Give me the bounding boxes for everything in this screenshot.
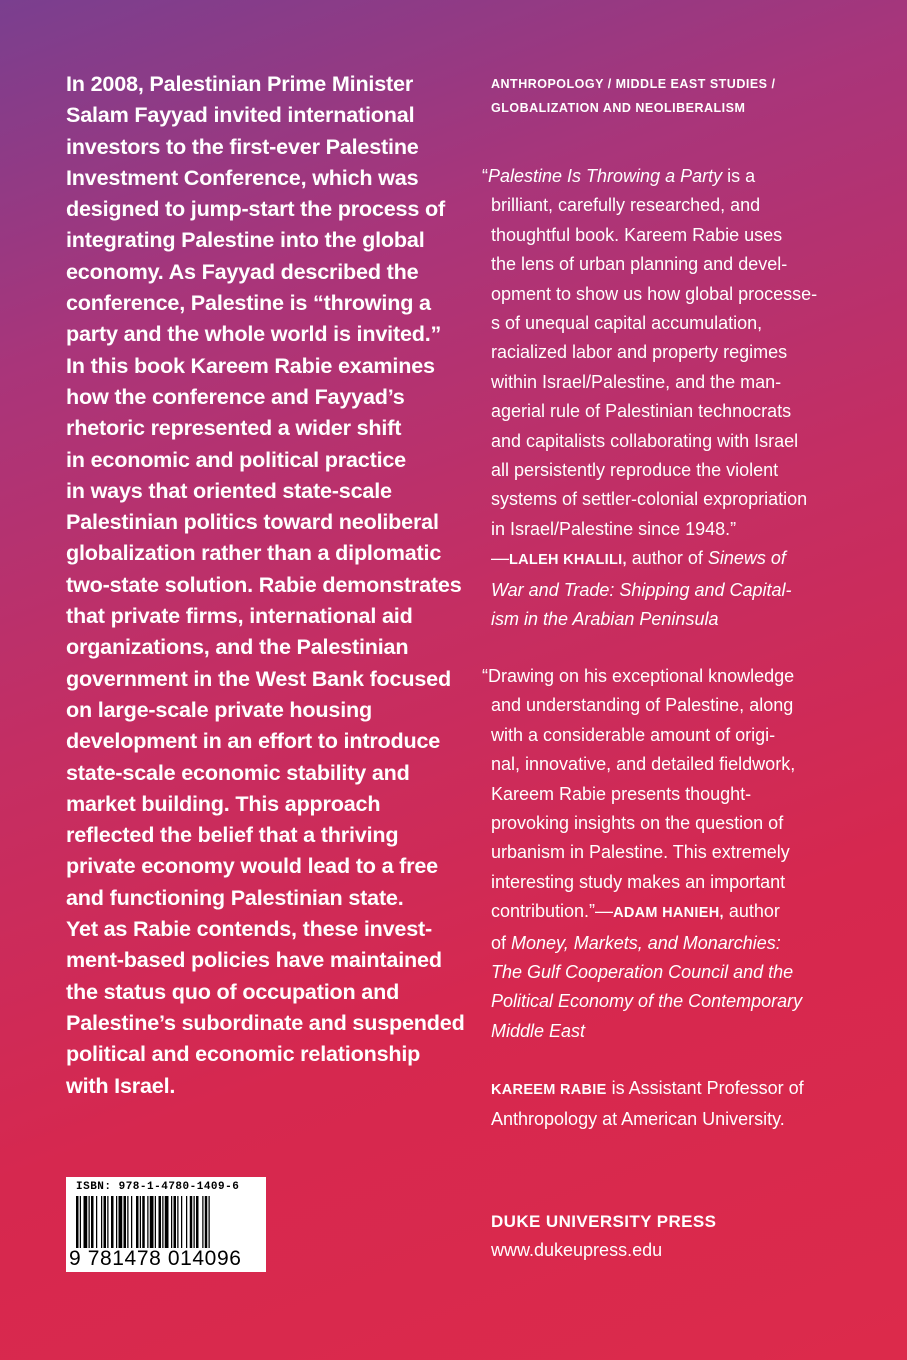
subject-line-1: ANTHROPOLOGY / MIDDLE EAST STUDIES / [491,77,776,91]
bio-line-2: Anthropology at American University. [491,1109,785,1130]
quote2-line: Kareem Rabie presents thought- [491,783,752,804]
barcode-digits: 9 781478 014096 [69,1247,242,1270]
barcode-bar [202,1196,203,1248]
barcode-bar [165,1196,169,1248]
publisher-url: www.dukeupress.edu [491,1240,663,1260]
barcode-bar [150,1196,154,1248]
barcode-bar [140,1196,141,1248]
quote1-line: thoughtful book. Kareem Rabie uses [491,224,783,245]
barcode-bar [116,1196,117,1248]
blurb-line: in ways that oriented state-scale [66,477,392,503]
attribution-dash: — [491,548,509,569]
quote2-line: with a considerable amount of origi- [491,724,776,745]
blurb-line: private economy would lead to a free [66,853,438,879]
quote1-line: systems of settler-colonial expropriation [491,489,808,510]
endorsement-khalili [482,162,851,635]
quote2-body [482,662,851,897]
barcode-bar [190,1196,193,1248]
blurb-line: that private firms, international aid [66,603,413,629]
blurb-line: Salam Fayyad invited international [66,102,415,128]
blurb-line: reflected the belief that a thriving [66,822,399,848]
barcode-bar [196,1196,199,1248]
author-of-text-2: author [723,901,780,922]
back-cover-blurb [66,68,466,1101]
quote1-work-line-2 [491,576,851,605]
endorser-work-2: War and Trade: Shipping and Capital- [491,579,792,600]
quote1-line: s of unequal capital accumulation, [491,313,763,334]
quote2-line: nal, innovative, and detailed fieldwork, [491,754,796,775]
blurb-line: globalization rather than a diplomatic [66,540,442,566]
barcode-bar [205,1196,208,1248]
blurb-line: In this book Kareem Rabie examines [66,352,435,378]
barcode-bar [136,1196,139,1248]
blurb-line: two-state solution. Rabie demonstrates [66,571,462,597]
barcode-bar [147,1196,148,1248]
barcode [66,1177,266,1272]
quote2-work-line-1 [491,929,851,958]
quote2-attribution [491,897,851,928]
blurb-line: investors to the first-ever Palestine [66,133,419,159]
barcode-bar [104,1196,107,1248]
barcode-bar [124,1196,127,1248]
blurb-line: economy. As Fayyad described the [66,258,419,284]
of-prefix: of [491,932,512,953]
blurb-line: rhetoric represented a wider shift [66,415,402,441]
quote1-line: within Israel/Palestine, and the man- [491,371,782,392]
subject-line-2: GLOBALIZATION AND NEOLIBERALISM [491,101,746,115]
quote2-line: provoking insights on the question of [491,813,784,834]
quote1-attribution [491,544,851,575]
bio-line-1 [491,1074,851,1105]
barcode-bar [91,1196,94,1248]
quote1-line: the lens of urban planning and devel- [491,254,788,275]
blurb-line: Yet as Rabie contends, these invest- [66,916,433,942]
barcode-bar [186,1196,187,1248]
blurb-line: and functioning Palestinian state. [66,884,404,910]
endorser-work-2d: Middle East [491,1020,586,1041]
barcode-bar [142,1196,145,1248]
blurb-line: market building. This approach [66,790,381,816]
blurb-line: Investment Conference, which was [66,164,419,190]
barcode-bar [119,1196,123,1248]
open-quote-mark: “ [482,166,488,186]
barcode-bar [96,1196,97,1248]
barcode-bar [127,1196,128,1248]
quote2-line: urbanism in Palestine. This extremely [491,842,790,863]
quote1-line: in Israel/Palestine since 1948.” [491,518,737,539]
barcode-bar [89,1196,90,1248]
blurb-line: Palestine’s subordinate and suspended [66,1009,465,1035]
barcode-bar [174,1196,177,1248]
endorser-work-2c: Political Economy of the Contemporary [491,991,803,1012]
subject-categories [491,72,851,120]
barcode-bar [101,1196,102,1248]
blurb-line: political and economic relationship [66,1041,421,1067]
quote1-line: opment to show us how global processe- [491,283,818,304]
author-of-text: author of [626,548,708,569]
blurb-line: designed to jump-start the process of [66,196,445,222]
book-title: Palestine Is Throwing a Party [488,166,723,186]
quote2-work-line-2 [491,958,851,987]
endorser-work-2a: Money, Markets, and Monarchies: [511,932,781,953]
barcode-bar [209,1196,210,1248]
endorser-work-2b: The Gulf Cooperation Council and the [491,962,794,983]
blurb-line: Palestinian politics toward neoliberal [66,509,439,535]
barcode-bars [72,1196,260,1248]
author-bio [491,1074,851,1135]
quote1-first-line [482,162,851,191]
quote1-line: agerial rule of Palestinian technocrats [491,401,792,422]
blurb-line: ment-based policies have maintained [66,947,442,973]
barcode-bar [181,1196,182,1248]
endorser-work-3: ism in the Arabian Peninsula [491,609,719,630]
quote2-line: and understanding of Palestine, along [491,695,794,716]
barcode-bar [131,1196,132,1248]
blurb-line: how the conference and Fayyad’s [66,383,405,409]
blurb-line: in economic and political practice [66,446,406,472]
endorser-name: LALEH KHALILI, [509,552,627,569]
bio-rest: is Assistant Professor of [606,1078,804,1098]
quote1-work-line-3 [491,605,851,634]
quote2-line: “Drawing on his exceptional knowledge [482,666,795,686]
author-name: KAREEM RABIE [491,1082,607,1098]
barcode-bar [177,1196,178,1248]
barcode-bar [162,1196,163,1248]
publisher-block [491,1208,716,1264]
quote1-body [491,191,851,544]
quote2-last-start: contribution.”— [491,901,614,922]
blurb-line: conference, Palestine is “throwing a [66,290,431,316]
isbn-label: ISBN: 978-1-4780-1409-6 [76,1181,240,1193]
publisher-name: DUKE UNIVERSITY PRESS [491,1212,717,1231]
barcode-bar [194,1196,195,1248]
endorser-name-2: ADAM HANIEH, [613,905,724,922]
barcode-bar [155,1196,156,1248]
barcode-bar [159,1196,162,1248]
blurb-line: on large-scale private housing [66,696,372,722]
blurb-line: In 2008, Palestinian Prime Minister [66,71,414,96]
quote1-title-rest: is a [722,166,756,186]
quote1-line: racialized labor and property regimes [491,342,788,363]
blurb-line: government in the West Bank focused [66,665,451,691]
blurb-line: organizations, and the Palestinian [66,634,409,660]
barcode-bar [84,1196,88,1248]
blurb-line: the status quo of occupation and [66,978,400,1004]
endorsement-hanieh [482,662,851,1046]
endorser-work: Sinews of [707,548,786,569]
blurb-line: state-scale economic stability and [66,759,410,785]
quote2-line: interesting study makes an important [491,871,786,892]
blurb-line: party and the whole world is invited.” [66,321,442,347]
barcode-bar [76,1196,79,1248]
barcode-bar [107,1196,108,1248]
barcode-bar [171,1196,172,1248]
blurb-line: development in an effort to introduce [66,728,441,754]
blurb-line: with Israel. [66,1072,176,1098]
quote1-line: all persistently reproduce the violent [491,460,779,481]
quote2-work-line-3 [491,987,851,1016]
barcode-bar [111,1196,114,1248]
quote1-line: and capitalists collaborating with Israel [491,430,799,451]
quote1-line: brilliant, carefully researched, and [491,195,761,216]
barcode-bar [80,1196,81,1248]
quote2-work-line-4 [491,1017,851,1046]
blurb-line: integrating Palestine into the global [66,227,425,253]
